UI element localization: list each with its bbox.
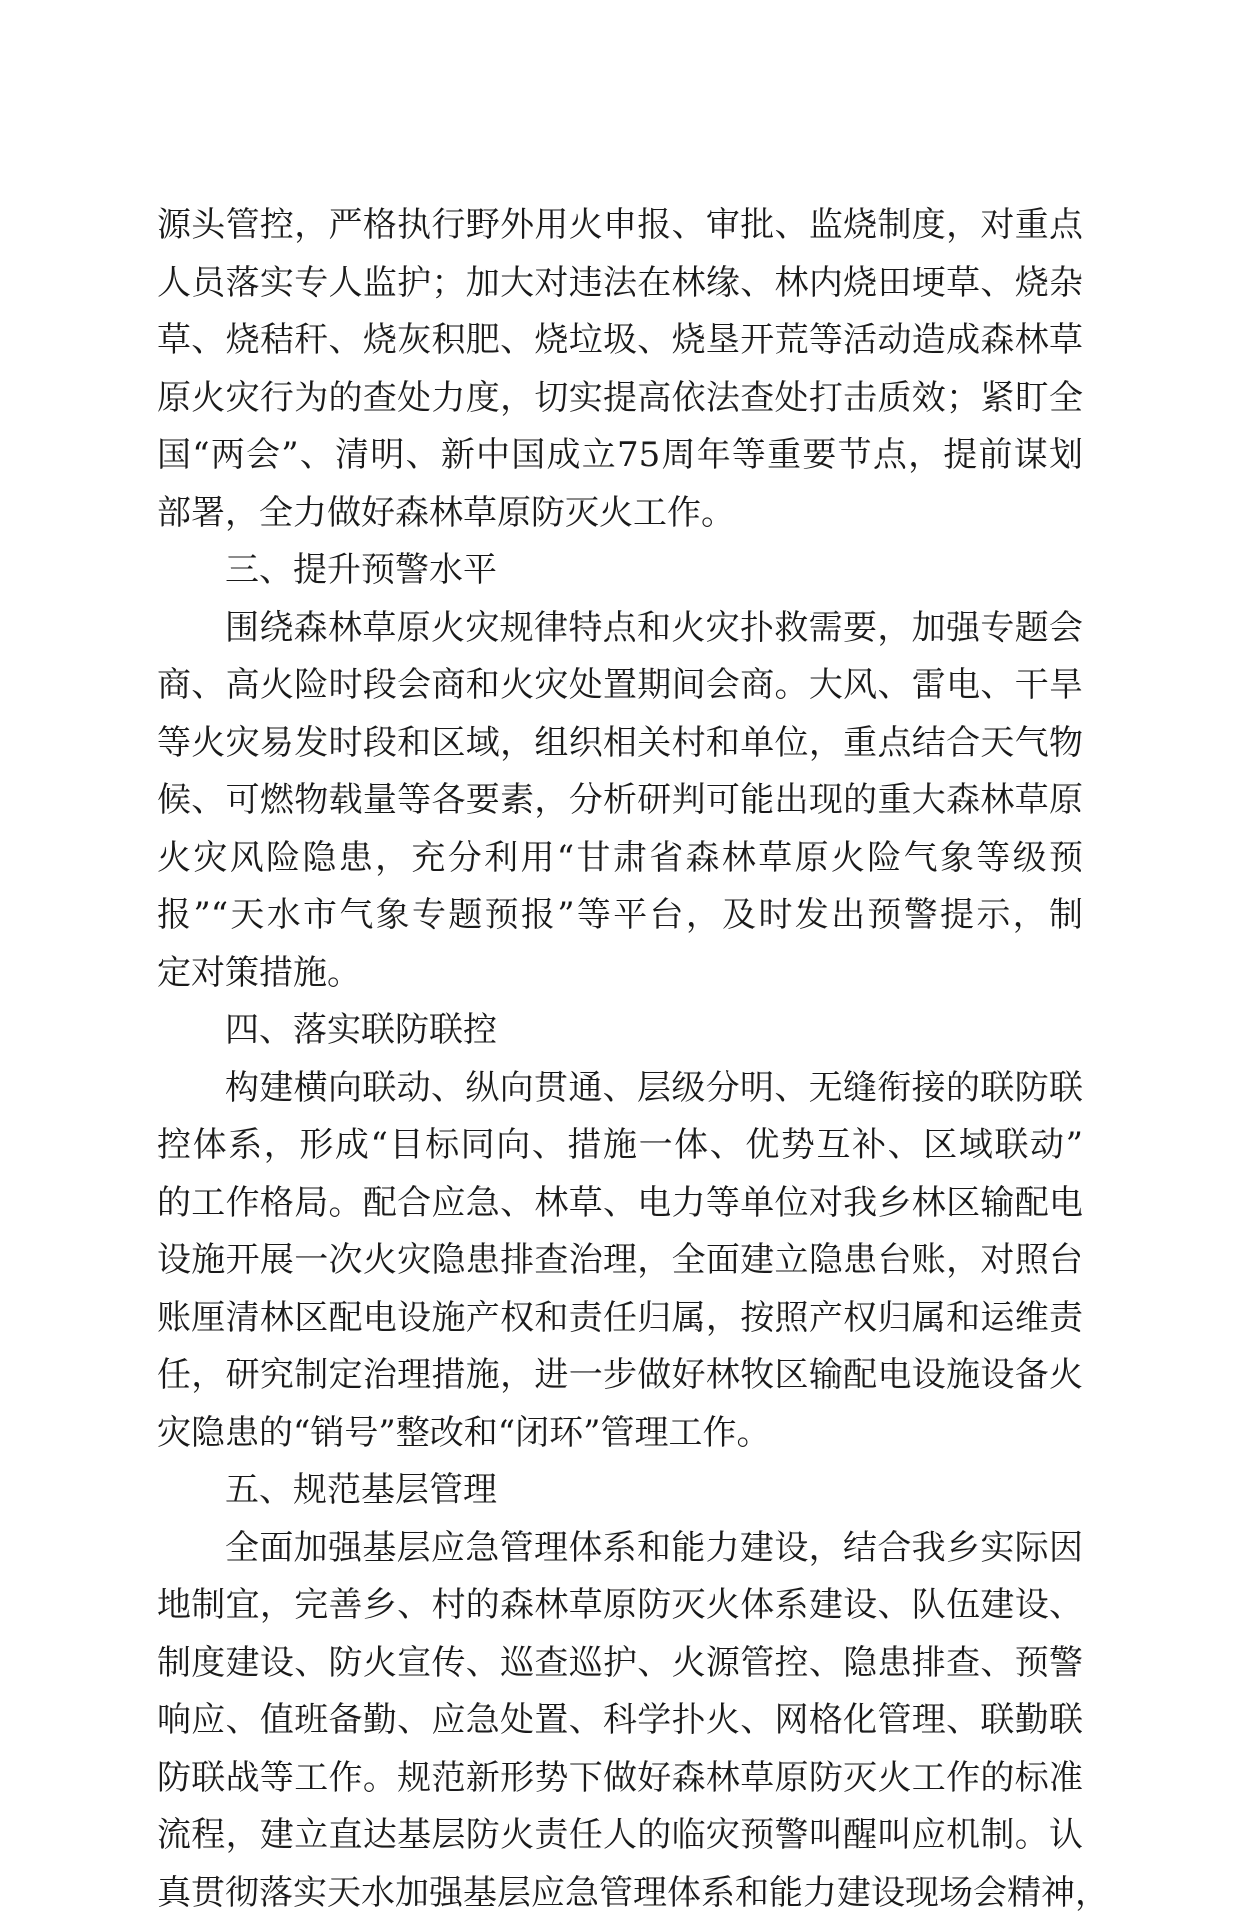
- paragraph-line: 源头管控，严格执行野外用火申报、审批、监烧制度，对重点: [157, 197, 1083, 255]
- paragraph-line: 流程，建立直达基层防火责任人的临灾预警叫醒叫应机制。认: [157, 1807, 1083, 1865]
- paragraph-line: 构建横向联动、纵向贯通、层级分明、无缝衔接的联防联: [157, 1060, 1083, 1118]
- section-heading: 五、规范基层管理: [157, 1462, 1083, 1520]
- paragraph-line: 草、烧秸秆、烧灰积肥、烧垃圾、烧垦开荒等活动造成森林草: [157, 312, 1083, 370]
- document-body: [157, 197, 1083, 1922]
- paragraph-line: 原火灾行为的查处力度，切实提高依法查处打击质效；紧盯全: [157, 370, 1083, 428]
- paragraph-line: 账厘清林区配电设施产权和责任归属，按照产权归属和运维责: [157, 1290, 1083, 1348]
- paragraph-line: 设施开展一次火灾隐患排查治理，全面建立隐患台账，对照台: [157, 1232, 1083, 1290]
- section-heading: 三、提升预警水平: [157, 542, 1083, 600]
- paragraph-line: 人员落实专人监护；加大对违法在林缘、林内烧田埂草、烧杂: [157, 255, 1083, 313]
- paragraph-line: 防联战等工作。规范新形势下做好森林草原防灭火工作的标准: [157, 1750, 1083, 1808]
- paragraph-line: 任，研究制定治理措施，进一步做好林牧区输配电设施设备火: [157, 1347, 1083, 1405]
- paragraph-line: 定对策措施。: [157, 945, 1083, 1003]
- paragraph-line: 等火灾易发时段和区域，组织相关村和单位，重点结合天气物: [157, 715, 1083, 773]
- paragraph-line: 部署，全力做好森林草原防灭火工作。: [157, 485, 1083, 543]
- paragraph-line: 围绕森林草原火灾规律特点和火灾扑救需要，加强专题会: [157, 600, 1083, 658]
- paragraph-line: 灾隐患的“销号”整改和“闭环”管理工作。: [157, 1405, 1083, 1463]
- paragraph-line: 制度建设、防火宣传、巡查巡护、火源管控、隐患排查、预警: [157, 1635, 1083, 1693]
- section-heading: 四、落实联防联控: [157, 1002, 1083, 1060]
- paragraph-line: 报”“天水市气象专题预报”等平台，及时发出预警提示，制: [157, 887, 1083, 945]
- paragraph-line: 的工作格局。配合应急、林草、电力等单位对我乡林区输配电: [157, 1175, 1083, 1233]
- paragraph-line: 响应、值班备勤、应急处置、科学扑火、网格化管理、联勤联: [157, 1692, 1083, 1750]
- paragraph-line: 控体系，形成“目标同向、措施一体、优势互补、区域联动”: [157, 1117, 1083, 1175]
- paragraph-line: 国“两会”、清明、新中国成立75周年等重要节点，提前谋划: [157, 427, 1083, 485]
- paragraph-line: 候、可燃物载量等各要素，分析研判可能出现的重大森林草原: [157, 772, 1083, 830]
- paragraph-line: 地制宜，完善乡、村的森林草原防灭火体系建设、队伍建设、: [157, 1577, 1083, 1635]
- paragraph-line: 真贯彻落实天水加强基层应急管理体系和能力建设现场会精神，: [157, 1865, 1083, 1922]
- paragraph-line: 商、高火险时段会商和火灾处置期间会商。大风、雷电、干旱: [157, 657, 1083, 715]
- paragraph-line: 全面加强基层应急管理体系和能力建设，结合我乡实际因: [157, 1520, 1083, 1578]
- paragraph-line: 火灾风险隐患，充分利用“甘肃省森林草原火险气象等级预: [157, 830, 1083, 888]
